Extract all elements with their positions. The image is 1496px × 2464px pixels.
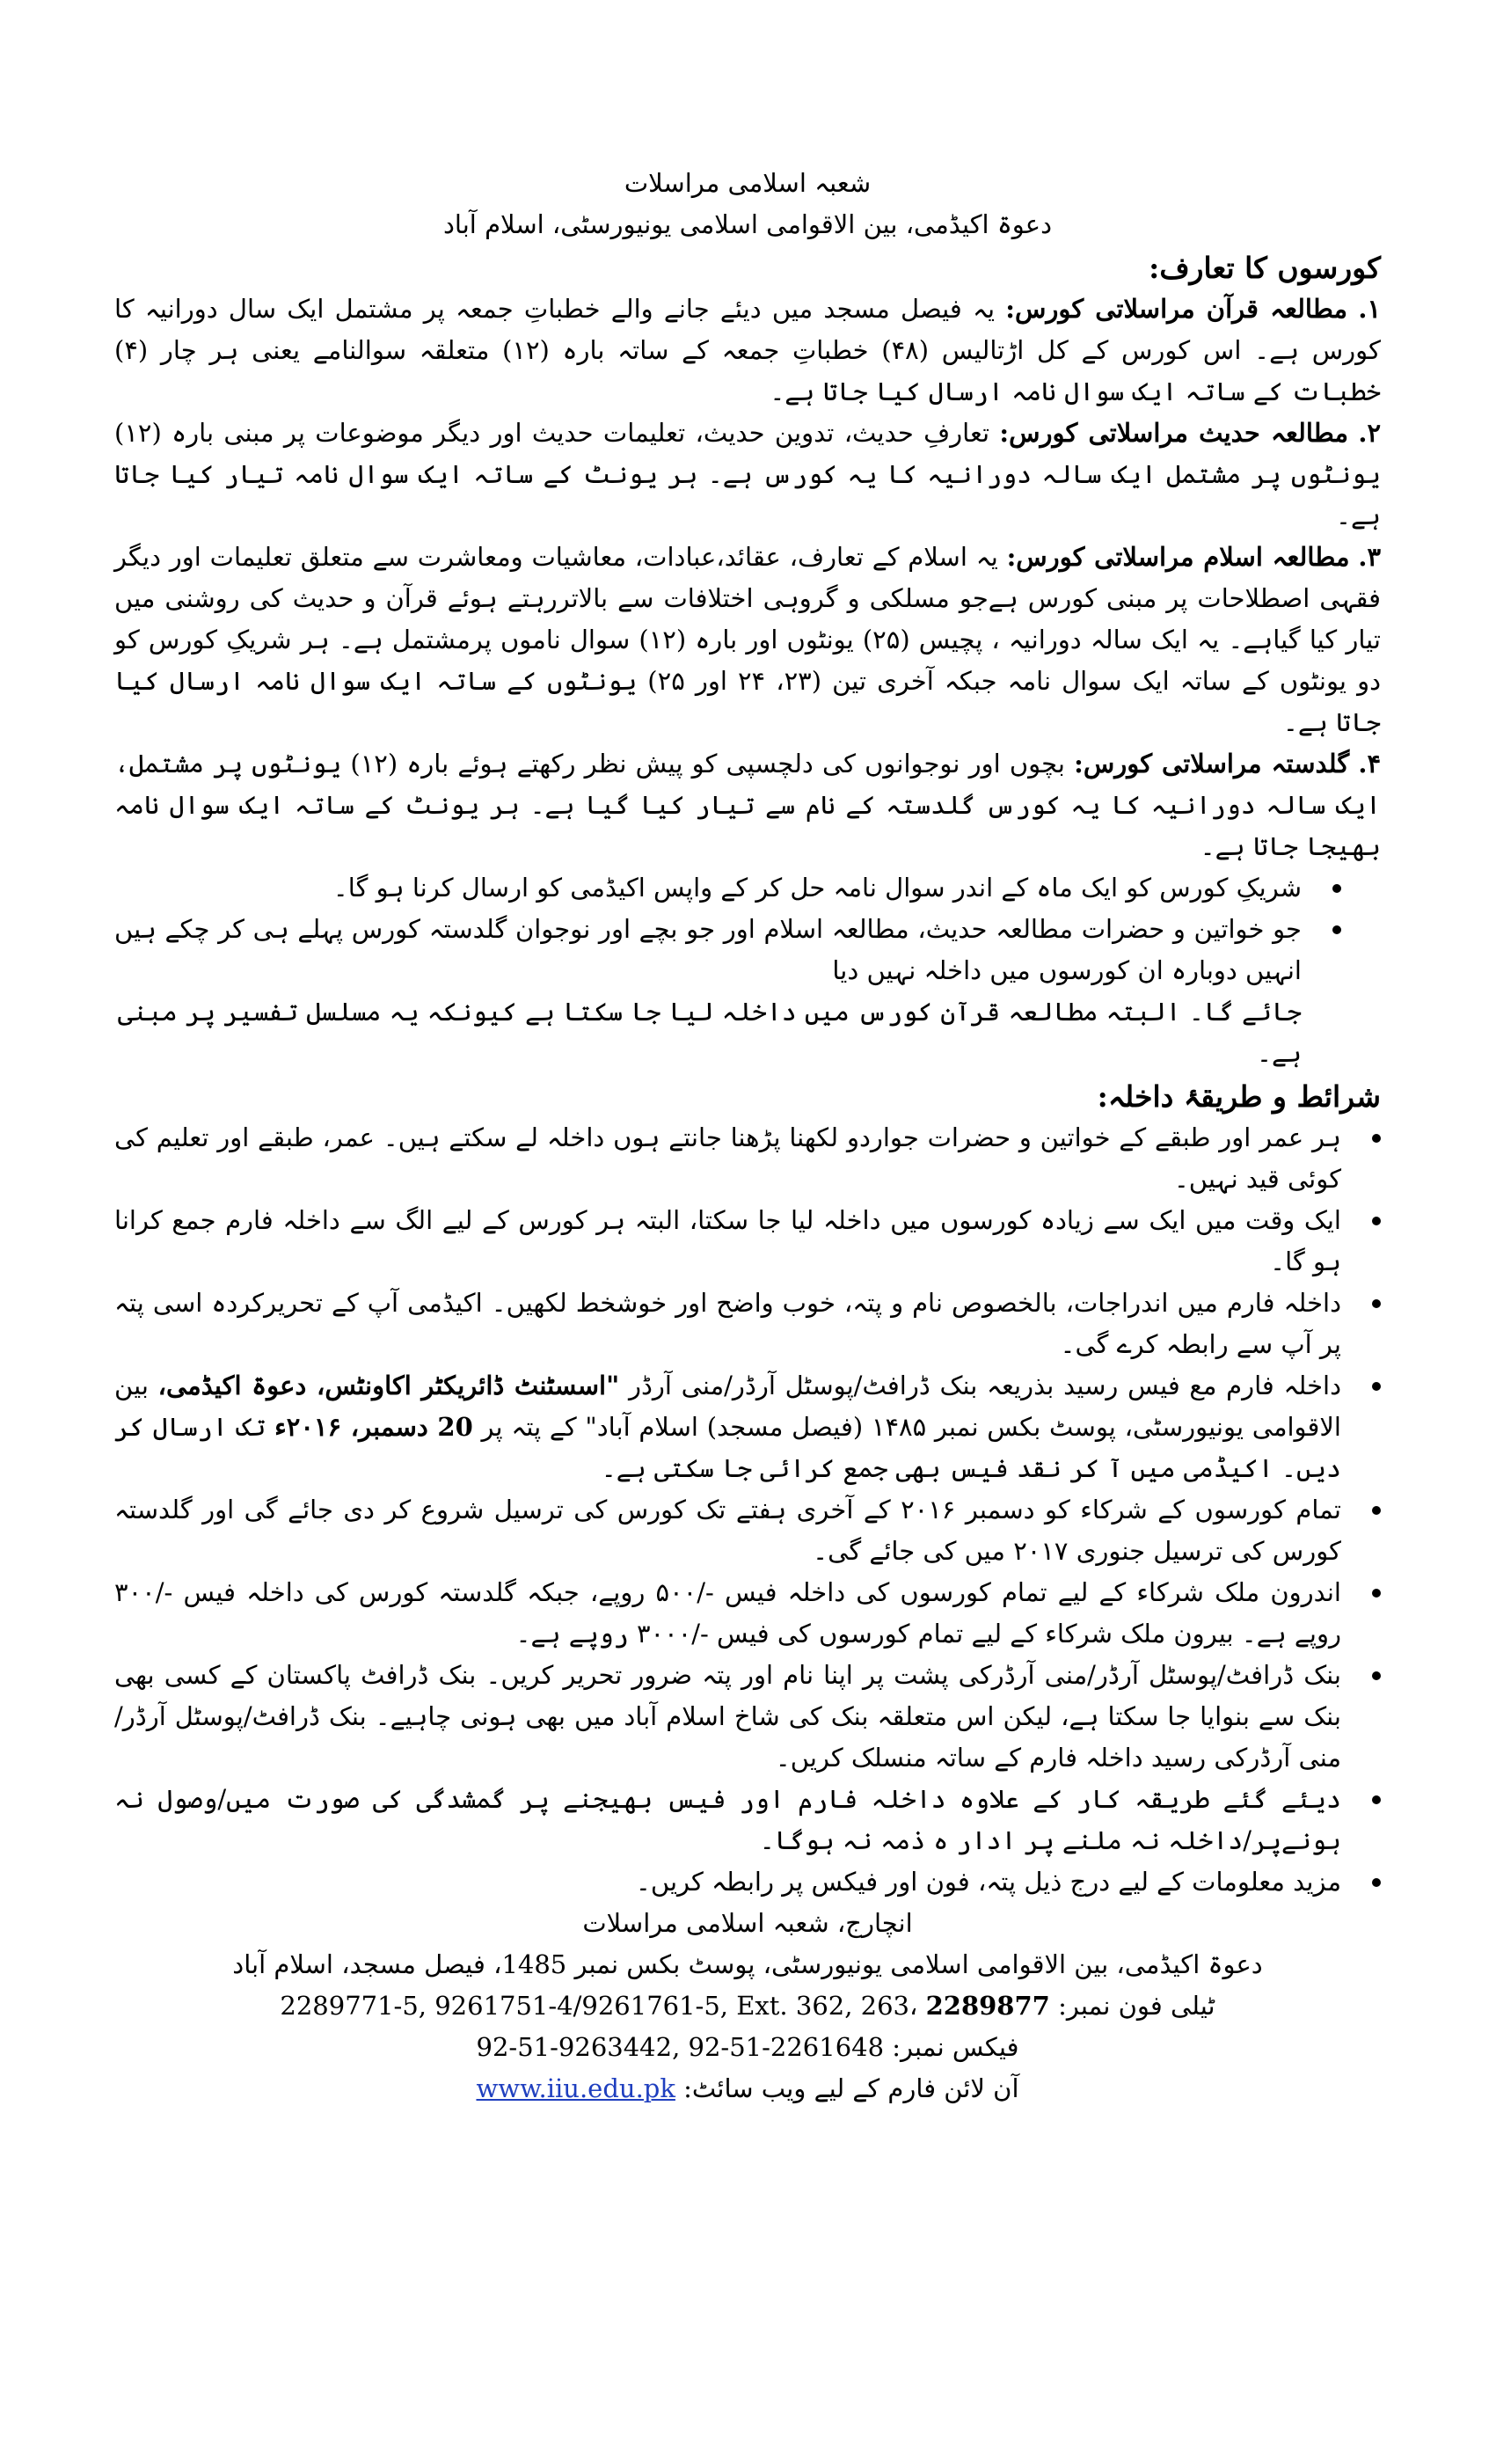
condition-item: بنک ڈرافٹ/پوسٹل آرڈر/منی آرڈرکی پشت پر اپنا نام اور پتہ ضرور تحریر کریں۔ بنک ڈرافٹ پاکستان کے کسی بھی بنک سے بنوایا جا سکتا ہے، لیکن اس متعلقہ بنک کی شاخ اسلام آباد میں بھی ہونی چاہیے۔ بنک ڈرافٹ/پوسٹل آرڈر/منی آرڈرکی رسید داخلہ فارم کے ساتہ منسلک کریں۔	[114, 1655, 1381, 1779]
course-text: یہ اسلام کے تعارف، عقائد،عبادات، معاشیات ومعاشرت سے متعلق تعلیمات اور دیگر فقہی اصطلاحات پر مبنی کورس ہےجو مسلکی و گروہی اختلافات سے بالاتررہتے ہوئے قرآن و حدیث کی روشنی میں تیار کیا گیاہے۔ یہ ایک سالہ دورانیہ ، پچیس (۲۵) یونٹوں اور بارہ (۱۲) سوال ناموں پرمشتمل ہے۔ ہر شریکِ کورس کو دو یونٹوں کے ساتہ ایک سوال نامہ جبکہ آخری تین (۲۳، ۲۴ اور ۲۵) یونٹوں کے ساتہ ایک سوال نامہ ارسال کیا جاتا ہے۔	[114, 542, 1382, 737]
department-title: شعبہ اسلامی مراسلات	[624, 168, 872, 198]
phone-label: ٹیلی فون نمبر:	[1058, 1991, 1215, 2021]
condition-item: اندرون ملک شرکاء کے لیے تمام کورسوں کی داخلہ فیس -/۵۰۰ روپے، جبکہ گلدستہ کورس کی داخلہ فیس -/۳۰۰ روپے ہے۔ بیرون ملک شرکاء کے لیے تمام کورسوں کی فیس -/۳۰۰۰ روپے ہے۔	[114, 1572, 1381, 1655]
fee-payment-item	[114, 1365, 1381, 1489]
course-title: مطالعہ حدیث مراسلاتی کورس:	[999, 418, 1348, 448]
condition-item: دیئے گئے طریقہ کار کے علاوہ داخلہ فارم اور فیس بھیجنے پر گمشدگی کی صورت میں/وصول نہ ہونےپر/داخلہ نہ ملنے پر ادار ہ ذمہ نہ ہوگا۔	[114, 1779, 1381, 1861]
course-title: گلدستہ مراسلاتی کورس:	[1074, 749, 1350, 779]
deadline-date: 20 دسمبر، ۲۰۱۶ء	[274, 1412, 473, 1442]
course-list	[114, 289, 1381, 867]
course-text: یہ فیصل مسجد میں دیئے جانے والے خطباتِ جمعہ پر مشتمل ایک سال دورانیہ کا کورس ہے۔ اس کورس کے کل اڑتالیس (۴۸) خطباتِ جمعہ کے ساتہ بارہ (۱۲) متعلقہ سوالنامے یعنی ہر چار (۴) خطبات کے ساتہ ایک سوال نامہ ارسال کیا جاتا ہے۔	[114, 294, 1381, 406]
note-item: جو خواتین و حضرات مطالعہ حدیث، مطالعہ اسلام اور جو بچے اور نوجوان گلدستہ کورس پہلے ہی کر چکے ہیں انہیں دوبارہ ان کورسوں میں داخلہ نہیں دیا	[114, 909, 1341, 991]
conditions-heading: شرائط و طریقۂ داخلہ:	[1097, 1079, 1381, 1114]
course-item	[114, 289, 1381, 413]
fee-text-3: تک ارسال کر دیں۔ اکیڈمی میں آ کر نقد فیس بھی جمع کرائی جا سکتی ہے۔	[114, 1412, 1341, 1483]
document-page	[114, 163, 1381, 2109]
course-number: ۱.	[1358, 294, 1382, 324]
address-line: دعوۃ اکیڈمی، بین الاقوامی اسلامی یونیورسٹی، پوسٹ بکس نمبر 1485، فیصل مسجد، اسلام آباد	[232, 1949, 1263, 1979]
course-number: ۳.	[1358, 542, 1382, 572]
note-item: شریکِ کورس کو ایک ماہ کے اندر سوال نامہ حل کر کے واپس اکیڈمی کو ارسال کرنا ہو گا۔	[114, 867, 1341, 909]
payee-name: "اسسٹنٹ ڈائریکٹر اکاونٹس، دعوۃ اکیڈمی،	[157, 1371, 620, 1400]
header	[114, 163, 1381, 245]
course-item	[114, 413, 1381, 537]
condition-item: ہر عمر اور طبقے کے خواتین و حضرات جواردو لکھنا پڑھنا جانتے ہوں داخلہ لے سکتے ہیں۔ عمر، طبقے اور تعلیم کی کوئی قید نہیں۔	[114, 1117, 1381, 1200]
phone-line: ٹیلی فون نمبر: 2289771-5, 9261751-4/9261761-5, Ext. 362, 263، 2289877	[280, 1991, 1215, 2021]
course-item	[114, 537, 1381, 743]
course-title: مطالعہ قرآن مراسلاتی کورس:	[1005, 294, 1348, 324]
condition-item: تمام کورسوں کے شرکاء کو دسمبر ۲۰۱۶ کے آخری ہفتے تک کورس کی ترسیل شروع کر دی جائے گی اور گلدستہ کورس کی ترسیل جنوری ۲۰۱۷ میں کی جائے گی۔	[114, 1489, 1381, 1572]
incharge-line: انچارج، شعبہ اسلامی مراسلات	[582, 1908, 913, 1938]
condition-item: ایک وقت میں ایک سے زیادہ کورسوں میں داخلہ لیا جا سکتا، البتہ ہر کورس کے لیے الگ سے داخلہ فارم جمع کرانا ہو گا۔	[114, 1200, 1381, 1283]
fax-numbers: 92-51-9263442, 92-51-2261648	[476, 2032, 885, 2062]
fee-text-2: بین الاقوامی یونیورسٹی، پوسٹ بکس نمبر ۱۴۸۵ (فیصل مسجد) اسلام آباد" کے پتہ پر	[114, 1371, 1341, 1442]
course-item	[114, 743, 1381, 867]
notes-list	[114, 867, 1381, 991]
website-label: آن لائن فارم کے لیے ویب سائٹ:	[683, 2073, 1019, 2103]
condition-item: مزید معلومات کے لیے درج ذیل پتہ، فون اور فیکس پر رابطہ کریں۔	[114, 1861, 1381, 1903]
course-text: بچوں اور نوجوانوں کی دلچسپی کو پیش نظر رکھتے ہوئے بارہ (۱۲) یونٹوں پر مشتمل، ایک سالہ دورانیہ کا یہ کورس گلدستہ کے نام سے تیار کیا گیا ہے۔ ہر یونٹ کے ساتہ ایک سوال نامہ بھیجا جاتا ہے۔	[114, 749, 1381, 861]
website-line	[114, 2068, 1381, 2109]
institution-title: دعوۃ اکیڈمی، بین الاقوامی اسلامی یونیورسٹی، اسلام آباد	[442, 209, 1053, 239]
fax-line	[114, 2027, 1381, 2068]
course-text: تعارفِ حدیث، تدوین حدیث، تعلیمات حدیث اور دیگر موضوعات پر مبنی بارہ (۱۲) یونٹوں پر مشتمل ایک سالہ دورانیہ کا یہ کورس ہے۔ ہر یونٹ کے ساتہ ایک سوال نامہ تیار کیا جاتا ہے۔	[114, 418, 1381, 530]
course-number: ۴.	[1358, 749, 1382, 779]
course-number: ۲.	[1358, 418, 1382, 448]
condition-item: داخلہ فارم میں اندراجات، بالخصوص نام و پتہ، خوب واضح اور خوشخط لکھیں۔ اکیڈمی آپ کے تحریرکردہ اسی پتہ پر آپ سے رابطہ کرے گی۔	[114, 1283, 1381, 1365]
phone-numbers: 2289771-5, 9261751-4/9261761-5, Ext. 362, 263	[280, 1991, 910, 2021]
phone-number-bold: 2289877	[925, 1991, 1050, 2021]
fax-label: فیکس نمبر:	[892, 2032, 1019, 2062]
fee-text-1: داخلہ فارم مع فیس رسید بذریعہ بنک ڈرافٹ/پوسٹل آرڈر/منی آرڈر	[619, 1371, 1341, 1400]
contact-block	[114, 1903, 1381, 2109]
intro-heading: کورسوں کا تعارف:	[1149, 251, 1381, 285]
course-title: مطالعہ اسلام مراسلاتی کورس:	[1006, 542, 1350, 572]
note-continuation: جائے گا۔ البتہ مطالعہ قرآن کورس میں داخلہ لیا جا سکتا ہے کیونکہ یہ مسلسل تفسیر پر مبنی ہے۔	[117, 997, 1302, 1068]
website-link[interactable]: www.iiu.edu.pk	[476, 2073, 675, 2103]
conditions-list	[114, 1117, 1381, 1903]
